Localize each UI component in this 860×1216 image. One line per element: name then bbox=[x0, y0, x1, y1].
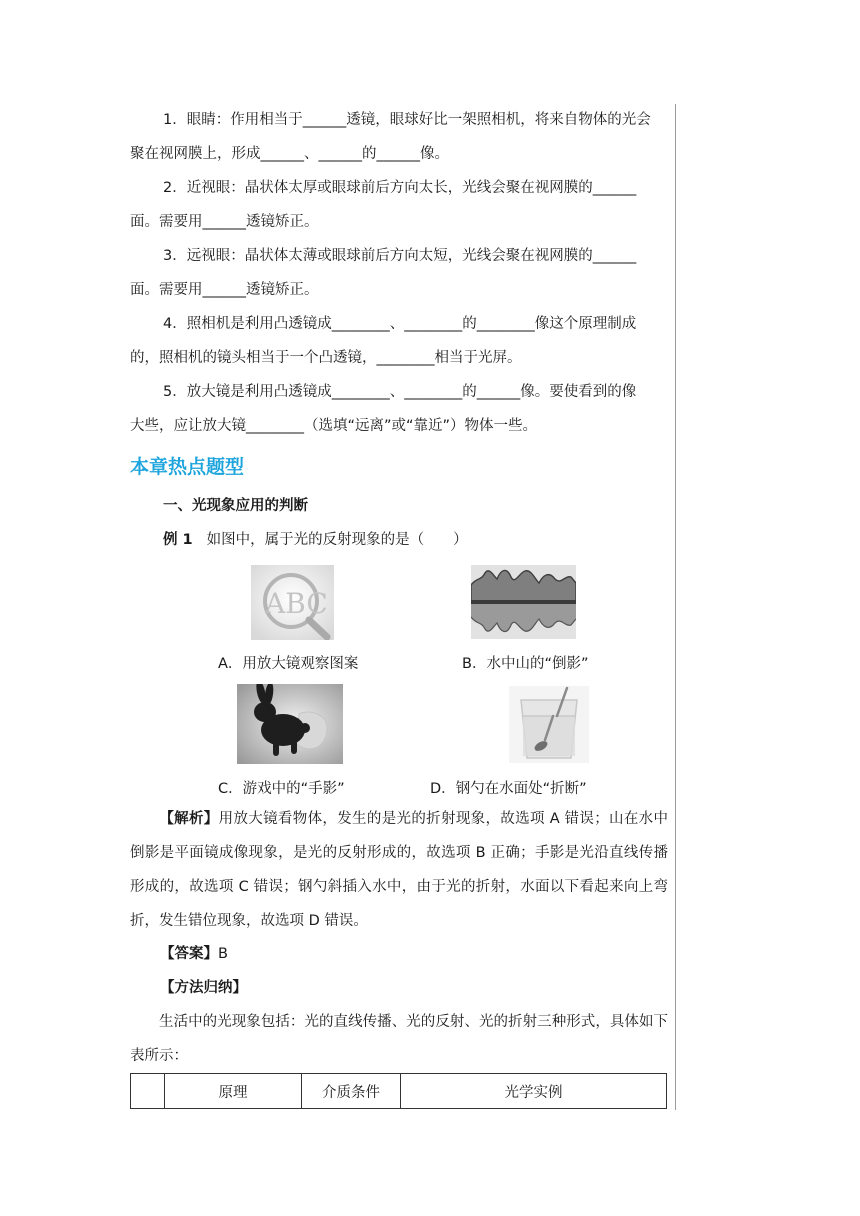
answer-line bbox=[160, 944, 228, 964]
optics-table bbox=[130, 1073, 667, 1109]
page-margin-rule bbox=[675, 104, 676, 1110]
example-label: 例 1 bbox=[163, 532, 193, 548]
answer-label: 【答案】 bbox=[160, 946, 218, 962]
method-label: 【方法归纳】 bbox=[160, 980, 247, 996]
example-question bbox=[163, 528, 468, 549]
option-b-image bbox=[471, 565, 576, 639]
subsection-title: 一、光现象应用的判断 bbox=[163, 498, 308, 514]
option-a-image bbox=[251, 565, 334, 640]
method-text: 生活中的光现象包括：光的直线传播、光的反射、光的折射三种形式，具体如下表所示： bbox=[130, 1014, 668, 1064]
answer-value: B bbox=[218, 946, 228, 962]
option-d-image bbox=[509, 686, 589, 763]
summary-item-1-line-1: 1．眼睛：作用相当于______透镜，眼球好比一架照相机，将来自物体的光会 bbox=[163, 112, 651, 128]
hand-shadow-illustration bbox=[237, 684, 343, 764]
example-question-text: 如图中，属于光的反射现象的是（ ） bbox=[206, 532, 468, 548]
option-a-letters: ABC bbox=[265, 587, 328, 620]
table-header-examples: 光学实例 bbox=[401, 1074, 667, 1109]
summary-item-5-line-2: 大些，应让放大镜________（选填“远离”或“靠近”）物体一些。 bbox=[130, 418, 538, 434]
section-title: 本章热点题型 bbox=[130, 456, 245, 478]
summary-item-4-line-1: 4．照相机是利用凸透镜成________、________的________像这个原理制成 bbox=[163, 316, 637, 332]
summary-item-2-line-2: 面。需要用______透镜矫正。 bbox=[130, 214, 319, 230]
summary-item-3-line-1: 3．远视眼：晶状体太薄或眼球前后方向太短，光线会聚在视网膜的______ bbox=[163, 248, 637, 264]
option-a-caption: A．用放大镜观察图案 bbox=[218, 656, 359, 672]
summary-item-3-line-2: 面。需要用______透镜矫正。 bbox=[130, 282, 319, 298]
table-header-row bbox=[131, 1074, 667, 1109]
table-header-principle: 原理 bbox=[165, 1074, 302, 1109]
option-c-image bbox=[237, 684, 343, 764]
method-paragraph bbox=[130, 1005, 668, 1073]
magnifier-illustration bbox=[251, 565, 334, 640]
spoon-in-water-illustration bbox=[509, 686, 589, 763]
table-header-medium: 介质条件 bbox=[302, 1074, 401, 1109]
option-b-caption: B．水中山的“倒影” bbox=[462, 656, 589, 672]
summary-item-1-line-2: 聚在视网膜上，形成______、______的______像。 bbox=[130, 146, 449, 162]
option-c-caption: C．游戏中的“手影” bbox=[218, 781, 345, 797]
mountain-reflection-illustration bbox=[471, 565, 576, 639]
table-header-blank bbox=[131, 1074, 165, 1109]
summary-item-4-line-2: 的，照相机的镜头相当于一个凸透镜，________相当于光屏。 bbox=[130, 350, 522, 366]
summary-item-2-line-1: 2．近视眼：晶状体太厚或眼球前后方向太长，光线会聚在视网膜的______ bbox=[163, 180, 637, 196]
analysis-label: 【解析】 bbox=[159, 811, 219, 827]
analysis-paragraph bbox=[130, 802, 668, 938]
analysis-text: 用放大镜看物体，发生的是光的折射现象，故选项 A 错误；山在水中倒影是平面镜成像现象，是光的反射形成的，故选项 B 正确；手影是光沿直线传播形成的，故选项 C 错误；钢勺斜插入水中，由于光的折射，水面以下看起来向上弯折，发生错位现象，故选项 D 错误。 bbox=[130, 811, 668, 929]
summary-item-5-line-1: 5．放大镜是利用凸透镜成________、________的______像。要使看到的像 bbox=[163, 384, 637, 400]
option-d-caption: D．钢勺在水面处“折断” bbox=[430, 781, 587, 797]
